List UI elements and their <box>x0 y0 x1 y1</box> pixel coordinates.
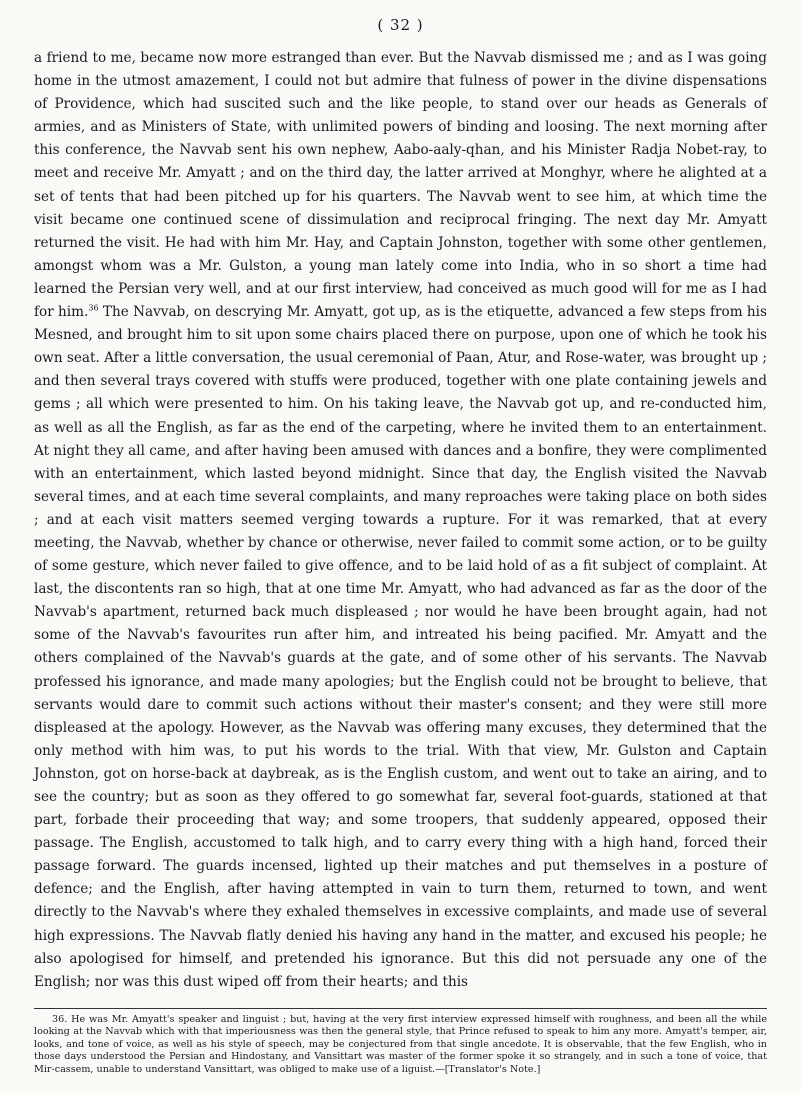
body-paragraph <box>34 47 767 994</box>
footnote: 36. He was Mr. Amyatt's speaker and linguist ; but, having at the very first interview expressed himself with roughness, and been all the while looking at the Navvab which with that imperiousness was then the general style, that Prince refused to speak to him any more. Amyatt's temper, air, looks, and tone of voice, as well as his style of speech, may be conjectured from that single ancedote. It is observable, that the few English, who in those days understood the Persian and Hindostany, and Vansittart was master of the former spoke it so strangely, and in such a tone of voice, that Mir-cassem, unable to understand Vansittart, was obliged to make use of a liguist.—[Translator's Note.] <box>34 1014 767 1075</box>
footnote-reference: 36 <box>88 303 99 313</box>
footnote-divider <box>34 1008 767 1009</box>
paragraph-continuation: The Navvab, on descrying Mr. Amyatt, got up, as is the etiquette, advanced a few steps from his Mesned, and brought him to sit upon some chairs placed there on purpose, upon one of which he took his own seat. After a little conversation, the usual ceremonial of Paan, Atur, and Rose-water, was brought up ; and then several trays covered with stuffs were produced, together with one plate containing jewels and gems ; all which were presented to him. On his taking leave, the Navvab got up, and re-conducted him, as well as all the English, as far as the end of the carpeting, where he invited them to an entertainment. At night they all came, and after having been amused with dances and a bonfire, they were complimented with an entertainment, which lasted beyond midnight. Since that day, the English visited the Navvab several times, and at each time several complaints, and many reproaches were taking place on both sides ; and at each visit matters seemed verging towards a rupture. For it was remarked, that at every meeting, the Navvab, whether by chance or otherwise, never failed to commit some action, or to be guilty of some gesture, which never failed to give offence, and to be laid hold of as a fit subject of complaint. At last, the discontents ran so high, that at one time Mr. Amyatt, who had advanced as far as the door of the Navvab's apartment, returned back much displeased ; nor would he have been brought again, had not some of the Navvab's favourites run after him, and intreated his being pacified. Mr. Amyatt and the others complained of the Navvab's guards at the gate, and of some other of his servants. The Navvab professed his ignorance, and made many apologies; but the English could not be brought to believe, that servants would dare to commit such actions without their master's consent; and they were still more displeased at the apology. However, as the Navvab was offering many excuses, they determined that the only method with him was, to put his words to the trial. With that view, Mr. Gulston and Captain Johnston, got on horse-back at daybreak, as is the English custom, and went out to take an airing, and to see the country; but as soon as they offered to go somewhat far, several foot-guards, stationed at that part, forbade their proceeding that way; and some troopers, that suddenly appeared, opposed their passage. The English, accustomed to talk high, and to carry every thing with a high hand, forced their passage forward. The guards incensed, lighted up their matches and put themselves in a posture of defence; and the English, after having attempted in vain to turn them, returned to town, and went directly to the Navvab's where they exhaled themselves in excessive complaints, and made use of several high expressions. The Navvab flatly denied his having any hand in the matter, and excused his people; he also apologised for himself, and pretended his ignorance. But this did not persuade any one of the English; nor was this dust wiped off from their hearts; and this <box>34 304 767 990</box>
paragraph-text: a friend to me, became now more estranged than ever. But the Navvab dismissed me ; and as I was going home in the utmost amazement, I could not but admire that fulness of power in the divine dispensations of Providence, which had suscited such and the like people, to stand over our heads as Generals of armies, and as Ministers of State, with unlimited powers of binding and loosing. The next morning after this conference, the Navvab sent his own nephew, Aabo-aaly-qhan, and his Minister Radja Nobet-ray, to meet and receive Mr. Amyatt ; and on the third day, the latter arrived at Monghyr, where he alighted at a set of tents that had been pitched up for his quarters. The Navvab went to see him, at which time the visit became one continued scene of dissimulation and reciprocal fringing. The next day Mr. Amyatt returned the visit. He had with him Mr. Hay, and Captain Johnston, together with some other gentlemen, amongst whom was a Mr. Gulston, a young man lately come into India, who in so short a time had learned the Persian very well, and at our first interview, had conceived as much good will for me as I had for him. <box>34 50 767 321</box>
page-number: ( 32 ) <box>377 16 424 34</box>
